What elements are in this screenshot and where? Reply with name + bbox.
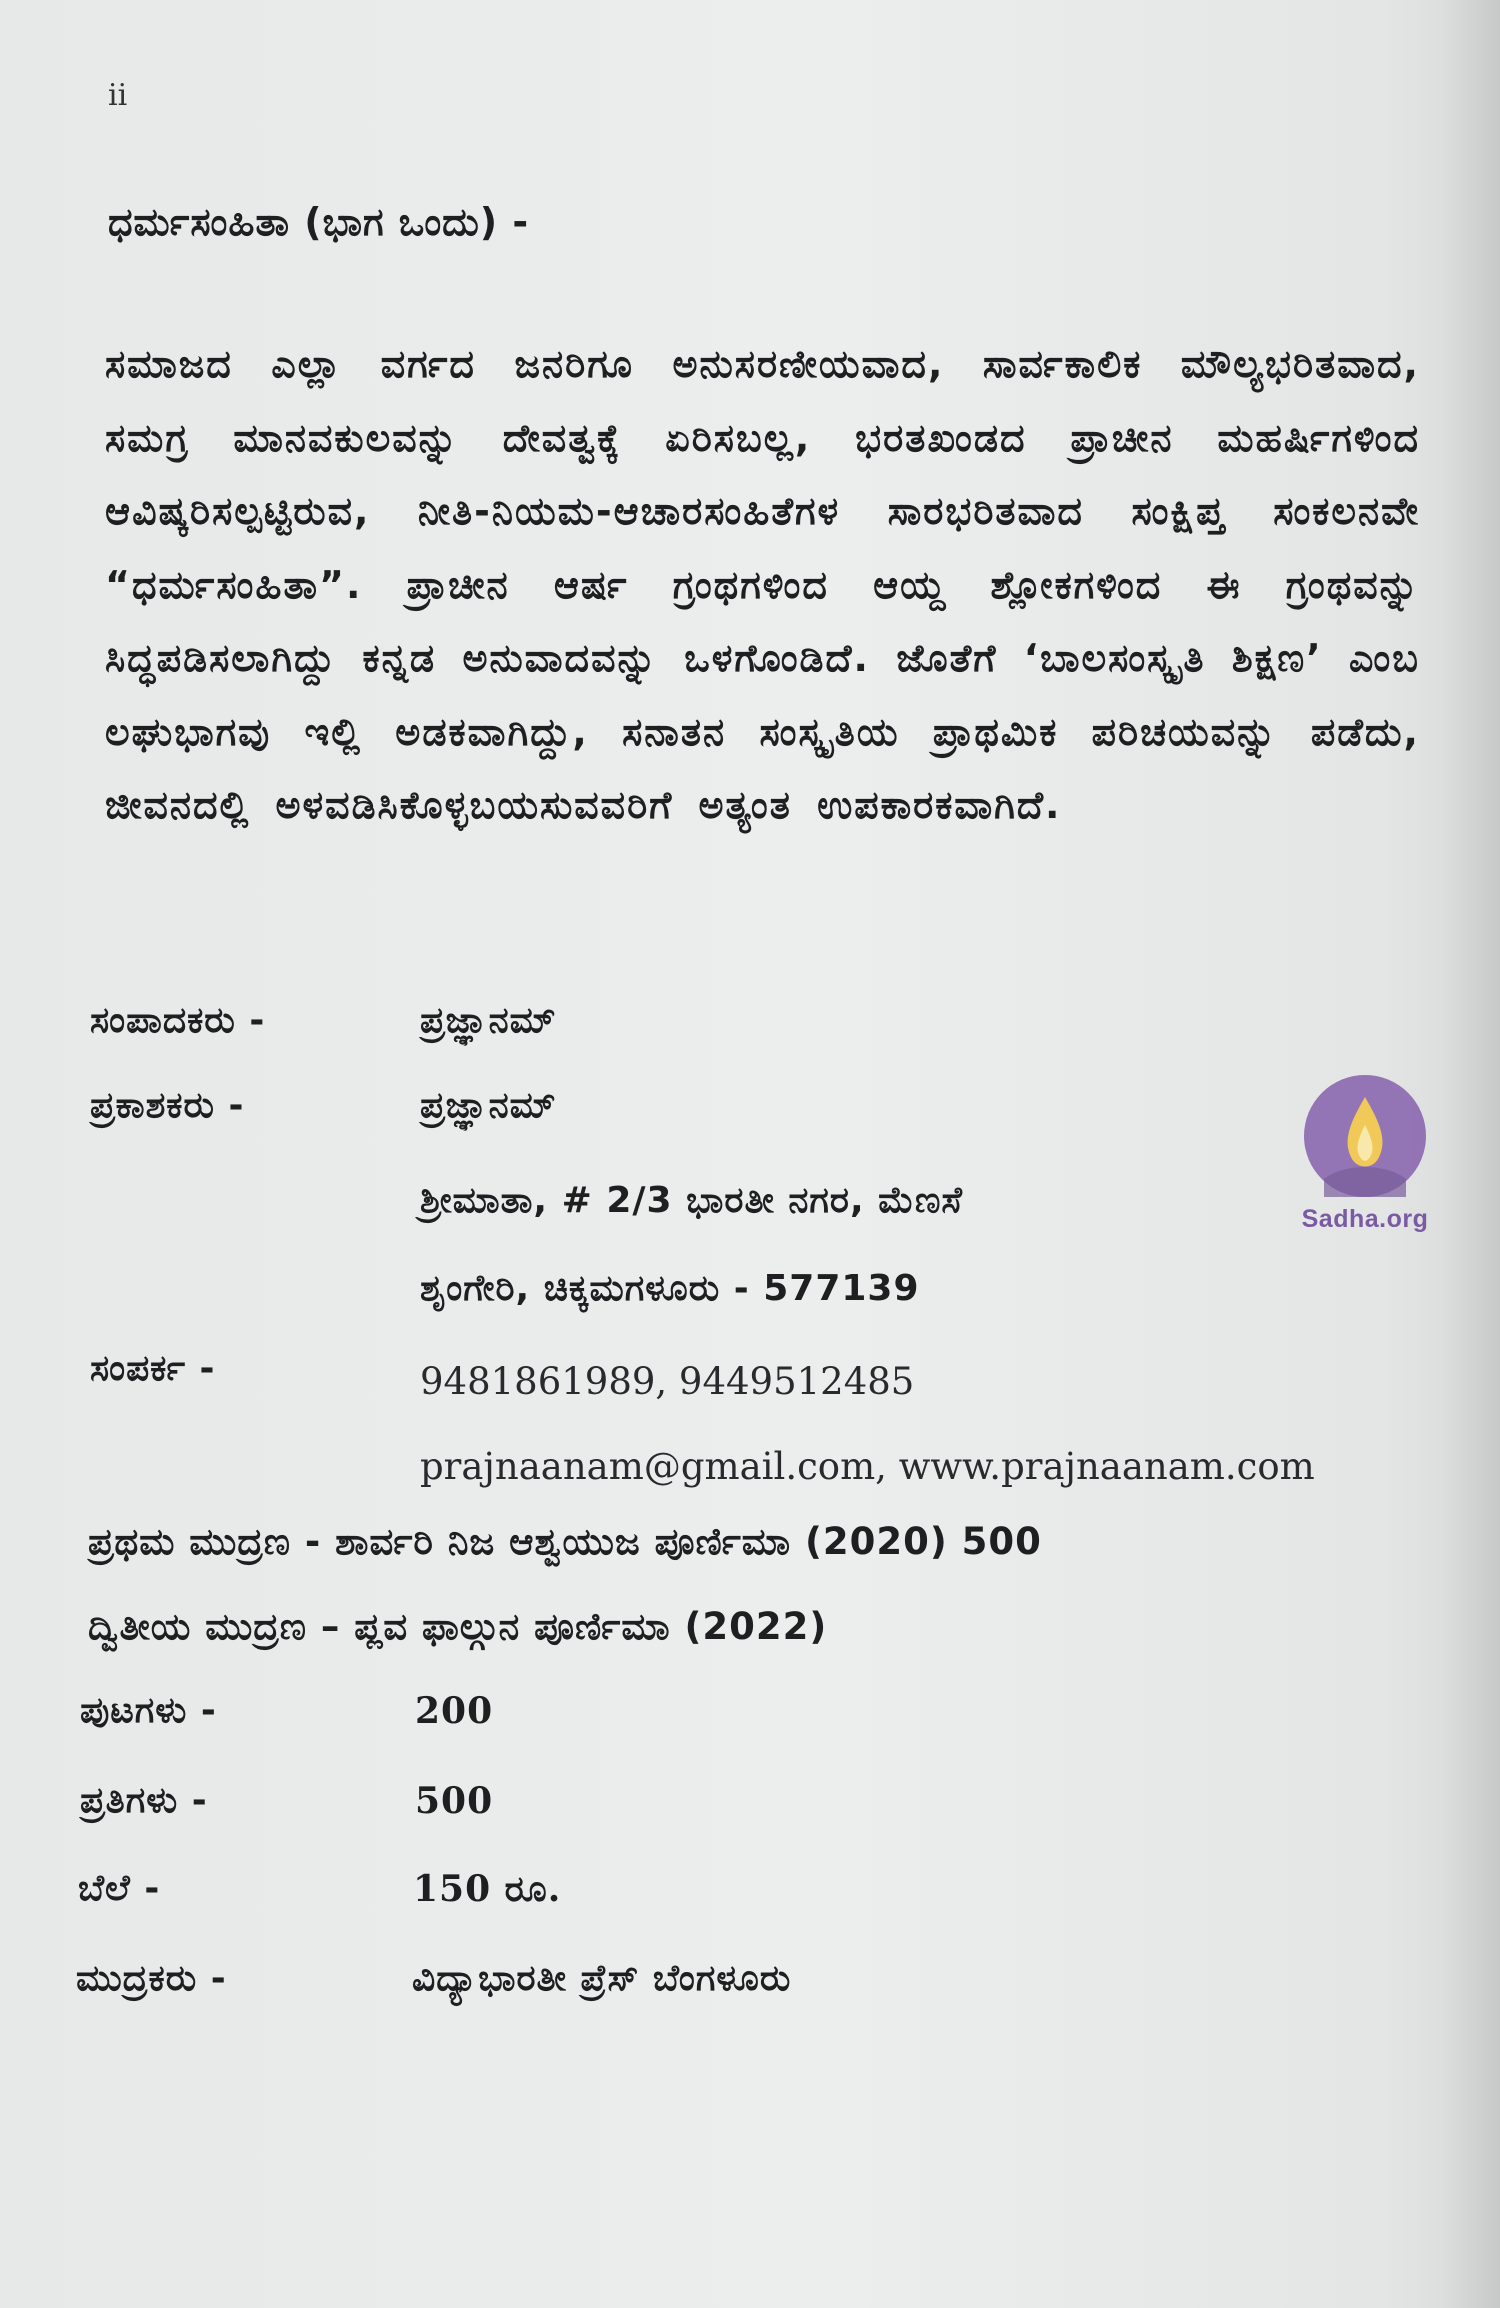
flame-logo-icon — [1304, 1075, 1426, 1197]
pages-row — [0, 1690, 1300, 1750]
printers-label: ಮುದ್ರಕರು - — [76, 1958, 227, 1999]
copies-label: ಪ್ರತಿಗಳು - — [80, 1780, 208, 1821]
intro-paragraph: ಸಮಾಜದ ಎಲ್ಲಾ ವರ್ಗದ ಜನರಿಗೂ ಅನುಸರಣೀಯವಾದ, ಸಾರ್ವಕಾಲಿಕ ಮೌಲ್ಯಭರಿತವಾದ, ಸಮಗ್ರ ಮಾನವಕುಲವನ್ನು ದೇವತ್ವಕ್ಕೆ ಏರಿಸಬಲ್ಲ, ಭರತಖಂಡದ ಪ್ರಾಚೀನ ಮಹರ್ಷಿಗಳಿಂದ ಆವಿಷ್ಕರಿಸಲ್ಪಟ್ಟಿರುವ, ನೀತಿ-ನಿಯಮ-ಆಚಾರಸಂಹಿತೆಗಳ ಸಾರಭರಿತವಾದ ಸಂಕ್ಷಿಪ್ತ ಸಂಕಲನವೇ “ಧರ್ಮಸಂಹಿತಾ”. ಪ್ರಾಚೀನ ಆರ್ಷ ಗ್ರಂಥಗಳಿಂದ ಆಯ್ದ ಶ್ಲೋಕಗಳಿಂದ ಈ ಗ್ರಂಥವನ್ನು ಸಿದ್ಧಪಡಿಸಲಾಗಿದ್ದು ಕನ್ನಡ ಅನುವಾದವನ್ನು ಒಳಗೊಂಡಿದೆ. ಜೊತೆಗೆ ‘ಬಾಲಸಂಸ್ಕೃತಿ ಶಿಕ್ಷಣ’ ಎಂಬ ಲಘುಭಾಗವು ಇಲ್ಲಿ ಅಡಕವಾಗಿದ್ದು, ಸನಾತನ ಸಂಸ್ಕೃತಿಯ ಪ್ರಾಥಮಿಕ ಪರಿಚಯವನ್ನು ಪಡೆದು, ಜೀವನದಲ್ಲಿ ಅಳವಡಿಸಿಕೊಳ್ಳಬಯಸುವವರಿಗೆ ಅತ್ಯಂತ ಉಪಕಾರಕವಾಗಿದೆ. — [105, 342, 1420, 827]
publishers-name: ಪ್ರಜ್ಞಾನಮ್ — [420, 1085, 557, 1126]
page-number: ii — [108, 78, 128, 113]
editors-label: ಸಂಪಾದಕರು - — [90, 1000, 266, 1041]
second-print-line: ದ್ವಿತೀಯ ಮುದ್ರಣ – ಪ್ಲವ ಫಾಲ್ಗುನ ಪೂರ್ಣಿಮಾ (2022) — [88, 1605, 828, 1648]
pages-label: ಪುಟಗಳು - — [80, 1690, 217, 1731]
contact-label: ಸಂಪರ್ಕ - — [90, 1348, 216, 1389]
publisher-address-line1: ಶ್ರೀಮಾತಾ, # 2/3 ಭಾರತೀ ನಗರ, ಮೆಣಸೆ — [420, 1180, 963, 1221]
editors-value: ಪ್ರಜ್ಞಾನಮ್ — [420, 1000, 557, 1041]
contact-email-web: prajnaanam@gmail.com, www.prajnaanam.com — [420, 1445, 1315, 1488]
pages-value: 200 — [415, 1690, 494, 1732]
price-row — [0, 1868, 1300, 1928]
first-print-line: ಪ್ರಥಮ ಮುದ್ರಣ - ಶಾರ್ವರಿ ನಿಜ ಆಶ್ವಯುಜ ಪೂರ್ಣಿಮಾ (2020) 500 — [88, 1520, 1042, 1563]
price-value: 150 ರೂ. — [413, 1868, 562, 1910]
editors-row — [0, 1000, 1300, 1060]
copies-row — [0, 1780, 1300, 1840]
document-title: ಧರ್ಮಸಂಹಿತಾ (ಭಾಗ ಒಂದು) - — [108, 200, 530, 244]
publisher-address-line2: ಶೃಂಗೇರಿ, ಚಿಕ್ಕಮಗಳೂರು - 577139 — [420, 1268, 920, 1309]
copies-value: 500 — [415, 1780, 494, 1822]
contact-phones: 9481861989, 9449512485 — [420, 1360, 915, 1403]
price-label: ಬೆಲೆ - — [78, 1868, 161, 1909]
publishers-label: ಪ್ರಕಾಶಕರು - — [90, 1085, 245, 1126]
publishers-row — [0, 1085, 1300, 1145]
watermark-text: Sadha.org — [1301, 1205, 1429, 1233]
watermark — [1298, 1075, 1432, 1234]
printers-row — [0, 1958, 1300, 2018]
page-edge-shadow — [1440, 0, 1500, 2308]
printers-value: ವಿದ್ಯಾಭಾರತೀ ಪ್ರೆಸ್ ಬೆಂಗಳೂರು — [412, 1958, 792, 1999]
